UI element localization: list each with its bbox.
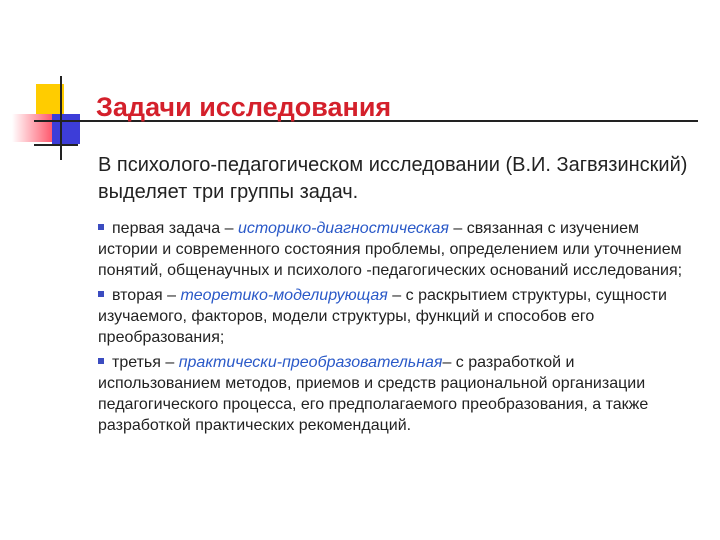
item-lead: третья – xyxy=(112,354,179,371)
item-term: практически-преобразовательная xyxy=(178,354,443,371)
item-rest: – связанная с изучением истории и современного состояния проблемы, определением или уточнением понятий, общенаучных и психолого -педагогических оснований исследования; xyxy=(98,220,683,279)
decor-red-square xyxy=(12,114,52,142)
intro-text: В психолого-педагогическом исследовании (В.И. Загвязинский) выделяет три группы задач. xyxy=(98,154,688,203)
decor-blue-square xyxy=(52,114,80,144)
item-rest: – с разработкой и использованием методов, приемов и средств рациональной организации педагогического процесса, его предполагаемого преобразования, а также разработкой практических рекомендаций. xyxy=(98,354,649,434)
decor-vertical-line xyxy=(60,76,62,160)
list-item-first xyxy=(98,218,698,281)
decor-short-line xyxy=(34,144,78,146)
item-lead: вторая – xyxy=(112,287,181,304)
item-term: историко-диагностическая xyxy=(237,220,449,237)
slide-title: Задачи исследования xyxy=(96,92,392,122)
list-item-second xyxy=(98,285,698,348)
list-item-third xyxy=(98,352,698,436)
item-rest: – с раскрытием структуры, сущности изучаемого, факторов, модели структуры, функций и способов его преобразования; xyxy=(98,287,667,346)
item-term: теоретико-моделирующая xyxy=(180,287,388,304)
task-list xyxy=(98,218,698,440)
square-bullet-icon xyxy=(98,224,104,230)
square-bullet-icon xyxy=(98,358,104,364)
square-bullet-icon xyxy=(98,291,104,297)
item-lead: первая задача – xyxy=(112,220,238,237)
